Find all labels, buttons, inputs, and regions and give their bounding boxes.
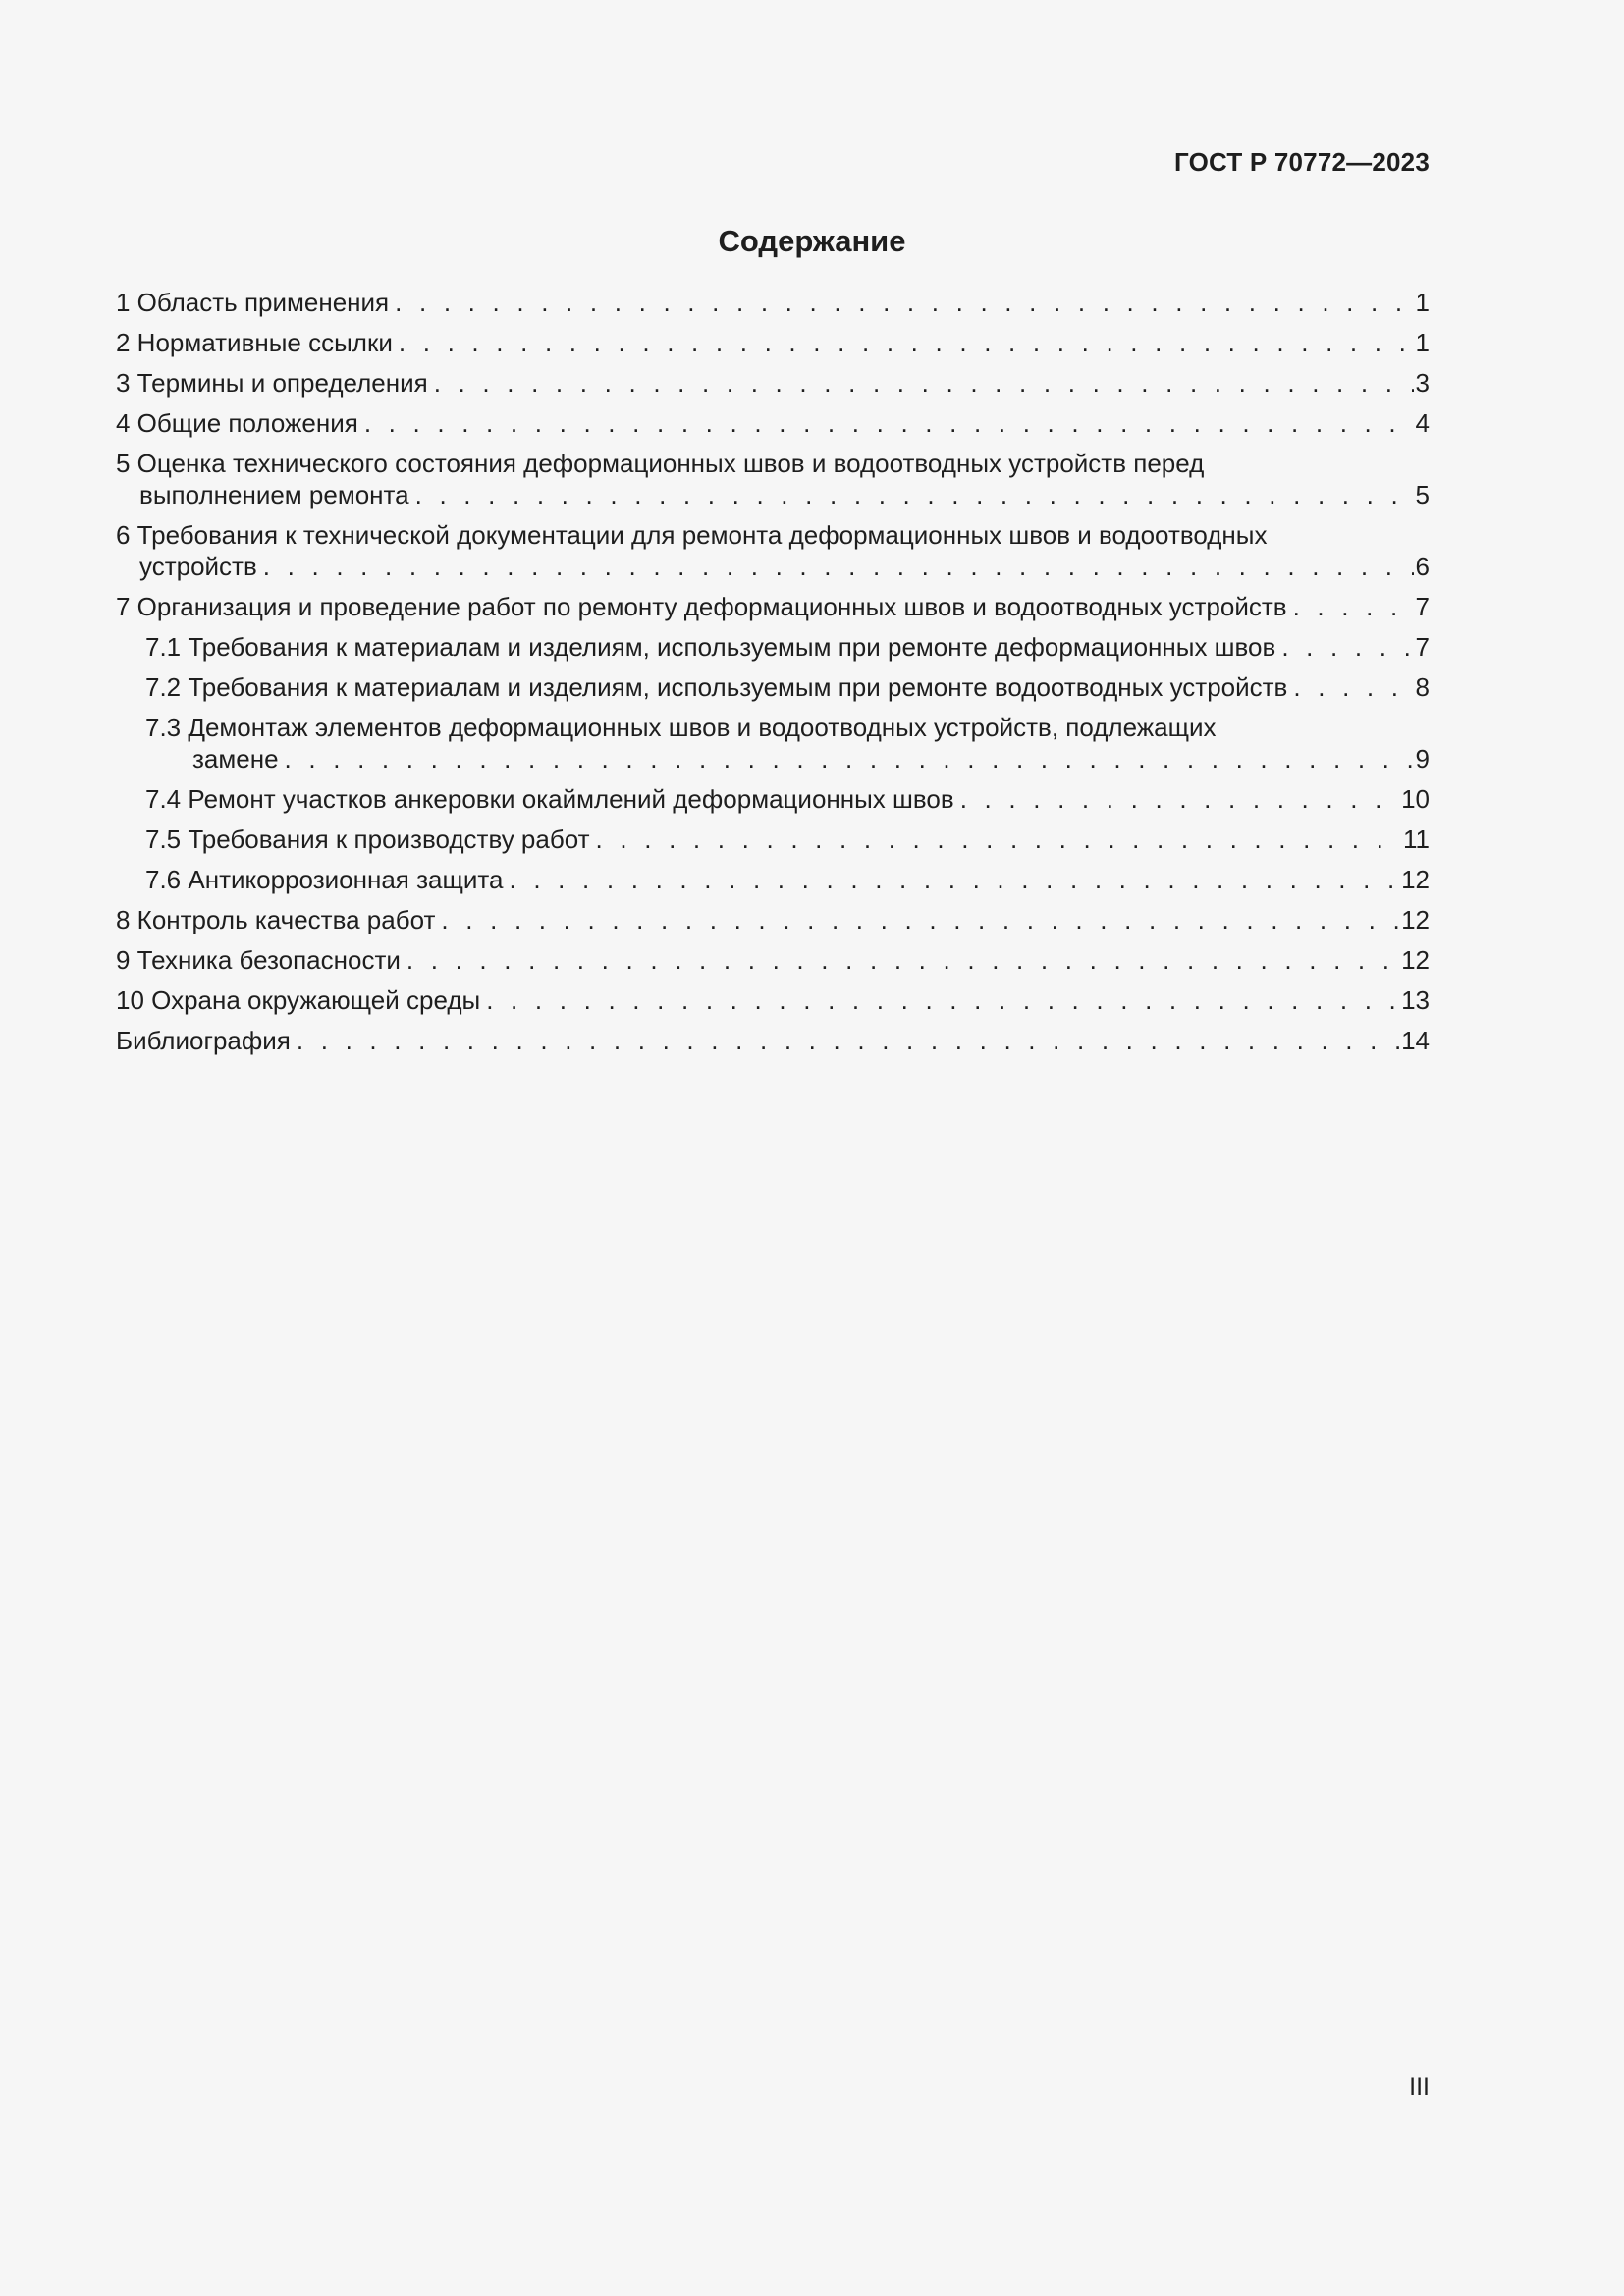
toc-entry[interactable] [116,671,1430,703]
toc-entry-title: 8 Контроль качества работ [116,905,436,934]
dot-leader [406,944,1399,976]
toc-entry-title: 4 Общие положения [116,408,358,438]
dot-leader [486,985,1399,1016]
table-of-contents [116,287,1430,1065]
toc-entry-line [116,367,1430,399]
toc-entry[interactable] [116,783,1430,815]
toc-entry-line [116,985,1430,1016]
toc-entry[interactable] [116,1025,1430,1056]
toc-entry[interactable] [116,327,1430,358]
dot-leader [960,783,1399,815]
toc-entry-page: 1 [1415,288,1430,317]
toc-entry-title-continuation: замене [192,744,279,774]
dot-leader [395,287,1413,318]
toc-entry-title: Библиография [116,1026,291,1055]
toc-entry-page: 1 [1415,328,1430,357]
toc-entry-title: 7 Организация и проведение работ по ремонту деформационных швов и водоотводных устройств [116,592,1287,621]
toc-entry-page: 3 [1415,368,1430,398]
toc-entry-line [116,1025,1430,1056]
toc-entry-page: 9 [1415,744,1430,774]
toc-entry-page: 10 [1401,784,1430,814]
toc-entry-line [145,631,1430,663]
toc-entry-line [116,591,1430,622]
toc-entry[interactable] [116,631,1430,663]
toc-entry[interactable] [116,712,1430,774]
dot-leader [263,551,1414,582]
toc-entry-page: 13 [1401,986,1430,1015]
dot-leader [399,327,1414,358]
dot-leader [415,479,1414,510]
dot-leader [297,1025,1399,1056]
toc-entry-line [139,551,1430,582]
toc-entry[interactable] [116,824,1430,855]
toc-entry-title: 7.3 Демонтаж элементов деформационных швов и водоотводных устройств, подлежащих [145,713,1217,742]
toc-entry-title: 5 Оценка технического состояния деформационных швов и водоотводных устройств перед [116,449,1205,478]
toc-entry-page: 8 [1415,672,1430,702]
toc-entry-line [116,407,1430,439]
page-number: III [1409,2073,1430,2101]
dot-leader [1293,591,1414,622]
toc-entry-title: 1 Область применения [116,288,390,317]
toc-entry[interactable] [116,367,1430,399]
toc-entry-title: 10 Охрана окружающей среды [116,986,481,1015]
toc-entry[interactable] [116,864,1430,895]
toc-entry[interactable] [116,904,1430,935]
toc-entry[interactable] [116,944,1430,976]
dot-leader [285,743,1414,774]
toc-entry-line [139,479,1430,510]
dot-leader [596,824,1401,855]
toc-entry-line [116,287,1430,318]
toc-entry-page: 12 [1401,905,1430,934]
toc-entry-title-continuation: устройств [139,552,257,581]
toc-entry-title: 7.1 Требования к материалам и изделиям, используемым при ремонте деформационных швов [145,632,1276,662]
toc-entry-page: 4 [1415,408,1430,438]
toc-entry-page: 7 [1415,592,1430,621]
toc-entry-title: 2 Нормативные ссылки [116,328,393,357]
toc-entry-page: 5 [1415,480,1430,509]
toc-entry[interactable] [116,591,1430,622]
dot-leader [364,407,1414,439]
toc-entry-line [145,864,1430,895]
toc-entry-page: 7 [1415,632,1430,662]
toc-entry-title: 6 Требования к технической документации для ремонта деформационных швов и водоотводных [116,520,1268,550]
dot-leader [509,864,1399,895]
toc-entry[interactable] [116,519,1430,582]
toc-entry-page: 6 [1415,552,1430,581]
toc-entry-page: 12 [1401,865,1430,894]
dot-leader [1281,631,1413,663]
toc-entry-title: 7.2 Требования к материалам и изделиям, используемым при ремонте водоотводных устройств [145,672,1288,702]
toc-entry-line [145,671,1430,703]
toc-entry-line [116,944,1430,976]
toc-entry[interactable] [116,287,1430,318]
dot-leader [441,904,1399,935]
toc-entry-title: 9 Техника безопасности [116,945,401,975]
toc-entry[interactable] [116,448,1430,510]
toc-entry-page: 11 [1403,825,1430,854]
toc-entry-title: 3 Термины и определения [116,368,428,398]
toc-entry-line [192,743,1430,774]
toc-entry[interactable] [116,407,1430,439]
toc-entry-title: 7.4 Ремонт участков анкеровки окаймлений деформационных швов [145,784,954,814]
dot-leader [434,367,1414,399]
toc-entry-title: 7.5 Требования к производству работ [145,825,590,854]
toc-entry[interactable] [116,985,1430,1016]
document-code: ГОСТ Р 70772—2023 [1174,147,1430,177]
toc-entry-line [116,327,1430,358]
toc-entry-page: 12 [1401,945,1430,975]
toc-entry-line [116,904,1430,935]
toc-entry-title-continuation: выполнением ремонта [139,480,409,509]
toc-entry-page: 14 [1401,1026,1430,1055]
toc-entry-title: 7.6 Антикоррозионная защита [145,865,504,894]
toc-title: Содержание [718,224,906,258]
dot-leader [1293,671,1413,703]
toc-entry-line [145,824,1430,855]
toc-entry-line [145,783,1430,815]
